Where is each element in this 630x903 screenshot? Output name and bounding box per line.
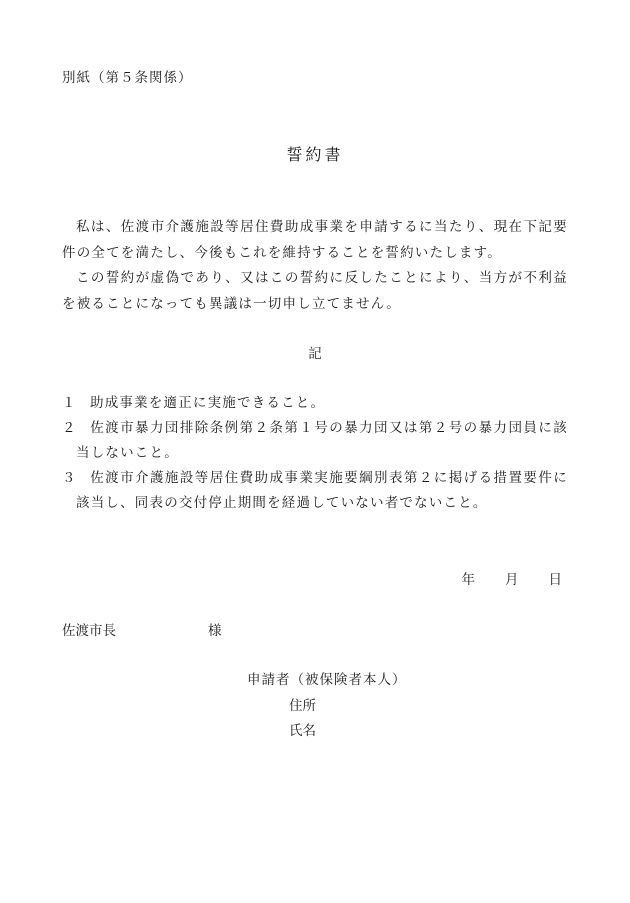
requirement-number: ３	[62, 470, 77, 486]
addressee-name: 佐渡市長	[62, 623, 116, 639]
requirement-text: 佐渡市暴力団排除条例第２条第１号の暴力団又は第２号の暴力団員に該当しないこと。	[76, 420, 568, 461]
requirement-number: ２	[62, 420, 77, 436]
requirement-text: 佐渡市介護施設等居住費助成事業実施要綱別表第２に掲げる措置要件に該当し、同表の交付停止期間を経過していない者でないこと。	[76, 470, 568, 511]
date-line	[462, 568, 563, 588]
addressee-line	[62, 619, 222, 639]
requirement-item	[62, 466, 568, 516]
applicant-label: 申請者（被保険者本人）	[247, 672, 407, 688]
date-month-label: 月	[505, 572, 519, 588]
pledge-paragraph-2: この誓約が虚偽であり、又はこの誓約に反したことにより、当方が不利益を被ることになっても異議は一切申し立てません。	[62, 270, 568, 312]
date-day-label: 日	[548, 572, 562, 588]
document-title: 誓約書	[286, 145, 344, 164]
requirement-list	[62, 391, 568, 516]
addressee-honorific: 様	[208, 623, 222, 639]
pledge-paragraph-1: 私は、佐渡市介護施設等居住費助成事業を申請するに当たり、現在下記要件の全てを満たし、今後もこれを維持することを誓約いたします。	[62, 219, 568, 261]
name-label: 氏名	[289, 723, 316, 739]
date-year-label: 年	[461, 572, 475, 588]
address-label: 住所	[289, 698, 316, 714]
annex-label: 別紙（第５条関係）	[62, 70, 193, 86]
requirement-item	[62, 416, 568, 466]
ki-label: 記	[308, 346, 322, 362]
requirement-item	[62, 391, 568, 416]
requirement-text: 助成事業を適正に実施できること。	[90, 395, 326, 411]
requirement-number: １	[62, 395, 77, 411]
